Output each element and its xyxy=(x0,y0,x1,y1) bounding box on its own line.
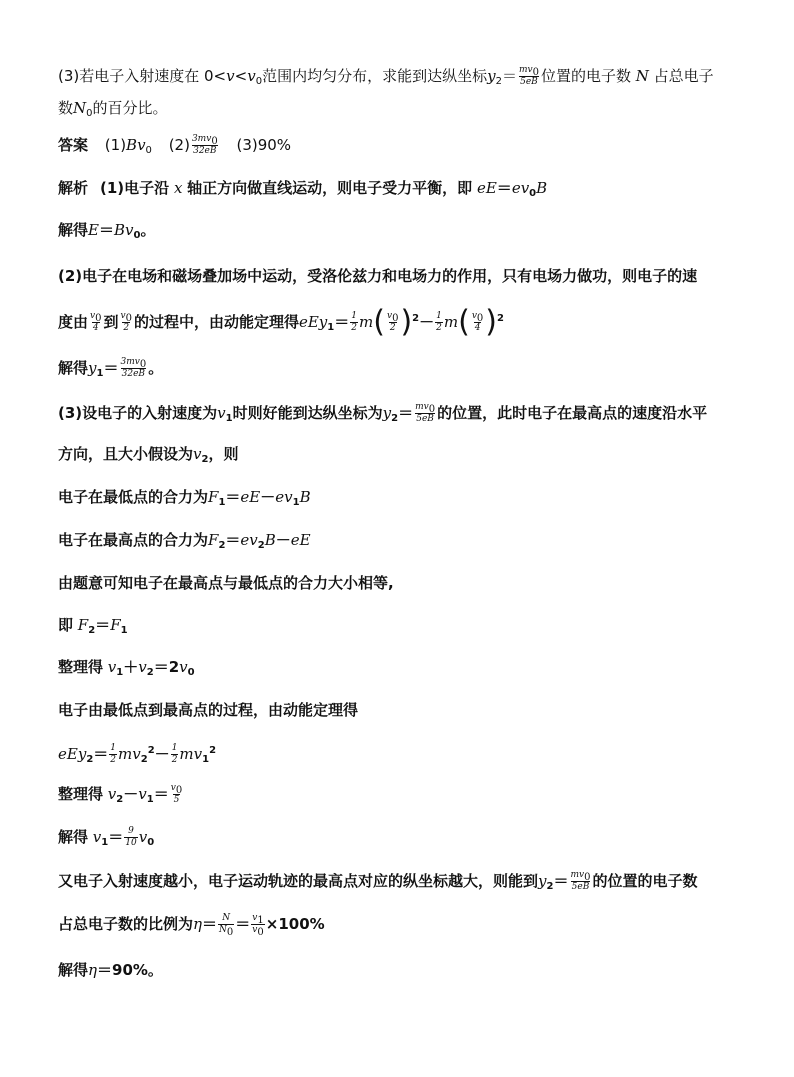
text: 方向，且大小假设为 xyxy=(58,445,194,463)
analysis-p3n: 解得η＝90%。 xyxy=(58,961,163,979)
problem-part3-line1: (3)若电子入射速度在 $0<v<v_0$范围内均匀分布，求能到达纵坐标$y_2=$ $\frac{mv_0}{5eB}$ 位置的电子数 N 占总电子 xyxy=(58,65,714,87)
analysis-p3k: 解得 $v_1=$ $\frac{9}{10}$ $v_0$ xyxy=(58,826,155,848)
text: 时则好能到达纵坐标为 xyxy=(232,404,383,422)
problem-part3-line2: 数$N_0$的百分比。 xyxy=(58,99,168,119)
text: 位置的电子数 xyxy=(540,67,631,85)
text: 数 xyxy=(58,99,74,117)
text: 即 xyxy=(58,616,74,634)
text: 电子由最低点到最高点的过程，由动能定理得 xyxy=(58,701,359,719)
text: ×100% xyxy=(265,915,325,933)
analysis-p3g: 整理得 $v_1+v_2=2v_0$ xyxy=(58,658,195,678)
text: 的位置，此时电子在最高点的速度沿水平 xyxy=(437,404,708,422)
analysis-p1: 解析 (1)电子沿 x 轴正方向做直线运动，则电子受力平衡，即 $eE=ev_0B$ xyxy=(58,179,548,199)
analysis-p3l: 又电子入射速度越小，电子运动轨迹的最高点对应的纵坐标越大，则能到$y_2=$ $\frac{mv_0}{5eB}$ 的位置的电子数 xyxy=(58,870,698,892)
text: 的位置的电子数 xyxy=(592,872,698,890)
analysis-p3c: 电子在最低点的合力为$F_1=eE-ev_1B$ xyxy=(58,488,311,508)
analysis-p1c: 解得$E=Bv_0$。 xyxy=(58,221,156,241)
text: 到 xyxy=(103,313,119,331)
text: < xyxy=(234,67,248,85)
analysis-p3j: 整理得 $v_2-v_1=$ $\frac{v_0}{5}$ xyxy=(58,783,183,805)
text: 解得 xyxy=(58,359,89,377)
text: 度由 xyxy=(58,313,89,331)
answer-line: 答案 $(1)Bv_0$ (2) $\frac{3mv_0}{32eB}$ (3)90% xyxy=(58,134,292,156)
analysis-p2a xyxy=(58,266,748,286)
answer-label: 答案 xyxy=(58,136,89,154)
text: 解得 xyxy=(58,961,89,979)
analysis-p3d: 电子在最高点的合力为$F_2=ev_2B-eE$ xyxy=(58,531,311,551)
text: 。 xyxy=(148,359,164,377)
text: 解得 xyxy=(58,221,89,239)
fraction-mv0-5eB: $\frac{mv_0}{5eB}$ xyxy=(518,65,539,87)
text: (3)设电子的入射速度为 xyxy=(58,404,218,422)
analysis-p3m: 占总电子数的比例为η＝ $\frac{N}{N_0}$ ＝ $\frac{v_1}{v_0}$ ×100% xyxy=(58,913,325,938)
analysis-label: 解析 xyxy=(58,179,89,197)
text: (1)电子沿 xyxy=(100,179,170,197)
analysis-p2c: 解得$y_1=$ $\frac{3mv_0}{32eB}$ 。 xyxy=(58,357,164,379)
analysis-p3h xyxy=(58,700,748,720)
text: 占总电子 xyxy=(653,67,714,85)
text: 电子在最低点的合力为 xyxy=(58,488,209,506)
text: 的百分比。 xyxy=(92,99,168,117)
text: (2) xyxy=(168,136,190,154)
analysis-p3b: 方向，且大小假设为$v_2$，则 xyxy=(58,445,239,465)
text: 占总电子数的比例为 xyxy=(58,915,194,933)
text: (3)90% xyxy=(236,136,292,154)
text: 范围内均匀分布，求能到达纵坐标 xyxy=(262,67,488,85)
text: 电子在最高点的合力为 xyxy=(58,531,209,549)
text: 整理得 xyxy=(58,785,104,803)
text: 又电子入射速度越小，电子运动轨迹的最高点对应的纵坐标越大，则能到 xyxy=(58,872,539,890)
analysis-p2b: 度由 $\frac{v_0}{4}$ 到 $\frac{v_0}{2}$ 的过程中，由动能定理得eEy$_1$＝ $\frac{1}{2}$ m( $\frac{v_0}{2}$ )$^2$－ $\frac{1}{2}$ m( $\frac{v_0}{4}$ )$^2$ xyxy=(58,304,504,340)
text: 由题意可知电子在最高点与最低点的合力大小相等, xyxy=(58,574,394,592)
text: (3)若电子入射速度在 0< xyxy=(58,67,227,85)
text: 。 xyxy=(140,221,156,239)
analysis-p3i-equation: eEy$_2$＝ $\frac{1}{2}$ $mv_2^2-$ $\frac{1}{2}$ $mv_1^2$ xyxy=(58,743,217,765)
text: 轴正方向做直线运动，则电子受力平衡，即 xyxy=(187,179,473,197)
analysis-p3e xyxy=(58,573,748,593)
text: 解得 xyxy=(58,828,89,846)
text: 整理得 xyxy=(58,658,104,676)
text: 的过程中，由动能定理得 xyxy=(133,313,299,331)
text: ，则 xyxy=(208,445,239,463)
analysis-p3a: (3)设电子的入射速度为$v_1$时则好能到达纵坐标为$y_2=$ $\frac{mv_0}{5eB}$ 的位置，此时电子在最高点的速度沿水平 xyxy=(58,402,708,424)
text: (2)电子在电场和磁场叠加场中运动，受洛伦兹力和电场力的作用，只有电场力做功，则电子的速 xyxy=(58,267,698,285)
text: (1) xyxy=(104,136,127,154)
text: 。 xyxy=(147,961,163,979)
analysis-p3f: 即 $F_2=F_1$ xyxy=(58,616,128,636)
